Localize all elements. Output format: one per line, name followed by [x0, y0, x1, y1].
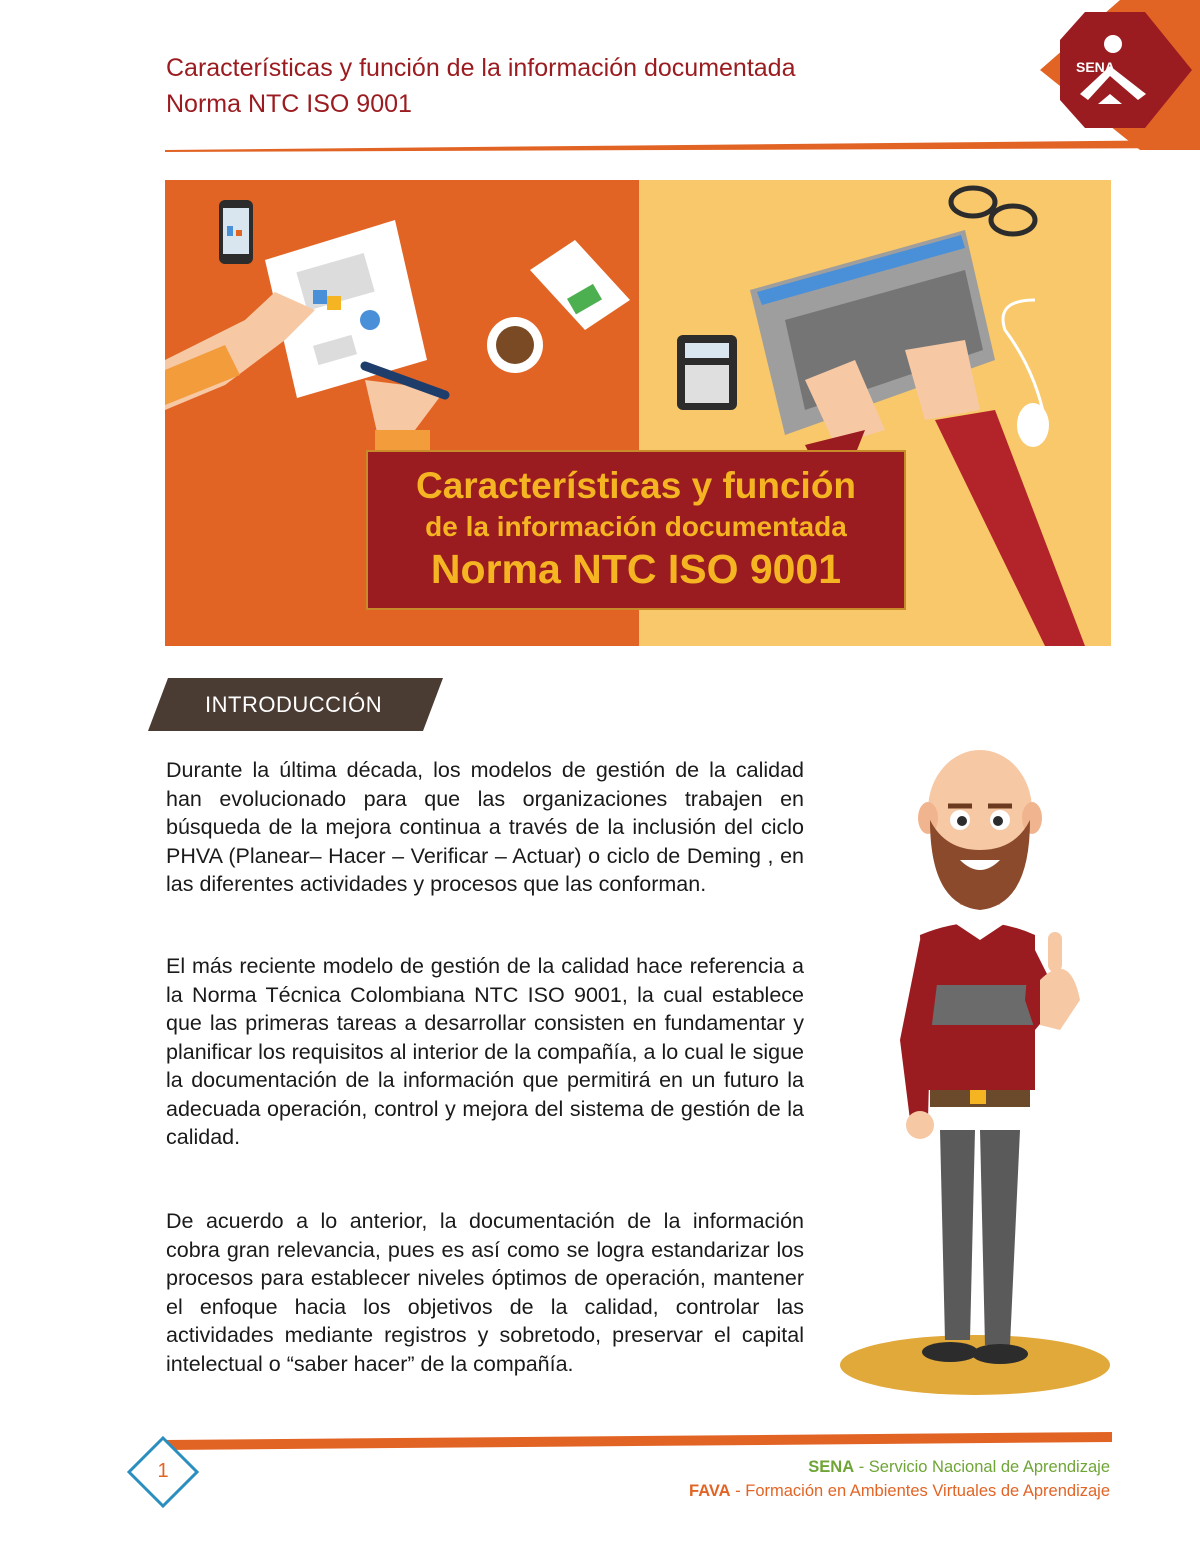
banner-title-box: [366, 450, 906, 610]
banner-title-line1: Características y función: [415, 465, 857, 506]
page-subtitle: Norma NTC ISO 9001: [166, 90, 412, 118]
paragraph-2: El más reciente modelo de gestión de la calidad hace referencia a la Norma Técnica Colombiana NTC ISO 9001, la cual establece que las primeras tareas a desarrollar consisten en fundamentar y planificar los requisitos al interior de la compañía, a lo cual le sigue la documentación de la información que permitirá en un futuro la adecuada operación, control y mejora del sistema de gestión de la calidad.: [166, 954, 804, 1149]
footer-fava-text: - Formación en Ambientes Virtuales de Aprendizaje: [730, 1482, 1110, 1500]
footer-line-fava: [689, 1480, 1110, 1502]
character-illustration: [830, 740, 1130, 1400]
footer-sena-text: - Servicio Nacional de Aprendizaje: [854, 1458, 1110, 1476]
page-title: Características y función de la información documentada: [166, 54, 796, 82]
calculator-icon: [677, 335, 737, 410]
footer-sena-strong: SENA: [808, 1458, 855, 1476]
hero-banner: [165, 180, 1111, 646]
paragraph-3: De acuerdo a lo anterior, la documentación de la información cobra gran relevancia, pues es así como se logra estandarizar los procesos para establecer niveles óptimos de operación, mantener el enfoque hacia los objetivos de la calidad, controlar las actividades mediante registros y sobretodo, preservar el capital intelectual o “saber hacer” de la compañía.: [166, 1209, 804, 1376]
coffee-cup-icon: [487, 317, 543, 373]
section-title: INTRODUCCIÓN: [205, 692, 383, 717]
sena-logo-text: SENA: [1076, 59, 1115, 75]
footer-fava-strong: FAVA: [689, 1482, 731, 1500]
banner-title-line2: de la información documentada: [425, 511, 847, 542]
banner-title-line3: Norma NTC ISO 9001: [430, 546, 842, 592]
phone-icon: [219, 200, 253, 264]
page-number: 1: [157, 1460, 169, 1482]
footer-line-sena: [808, 1456, 1110, 1478]
paragraph-1: Durante la última década, los modelos de gestión de la calidad han evolucionado para que las organizaciones trabajen en búsqueda de la mejora continua a través de la inclusión del ciclo PHVA (Planear– Hacer – Verificar – Actuar) o ciclo de Deming , en las diferentes actividades y procesos que las conforman.: [166, 758, 804, 896]
